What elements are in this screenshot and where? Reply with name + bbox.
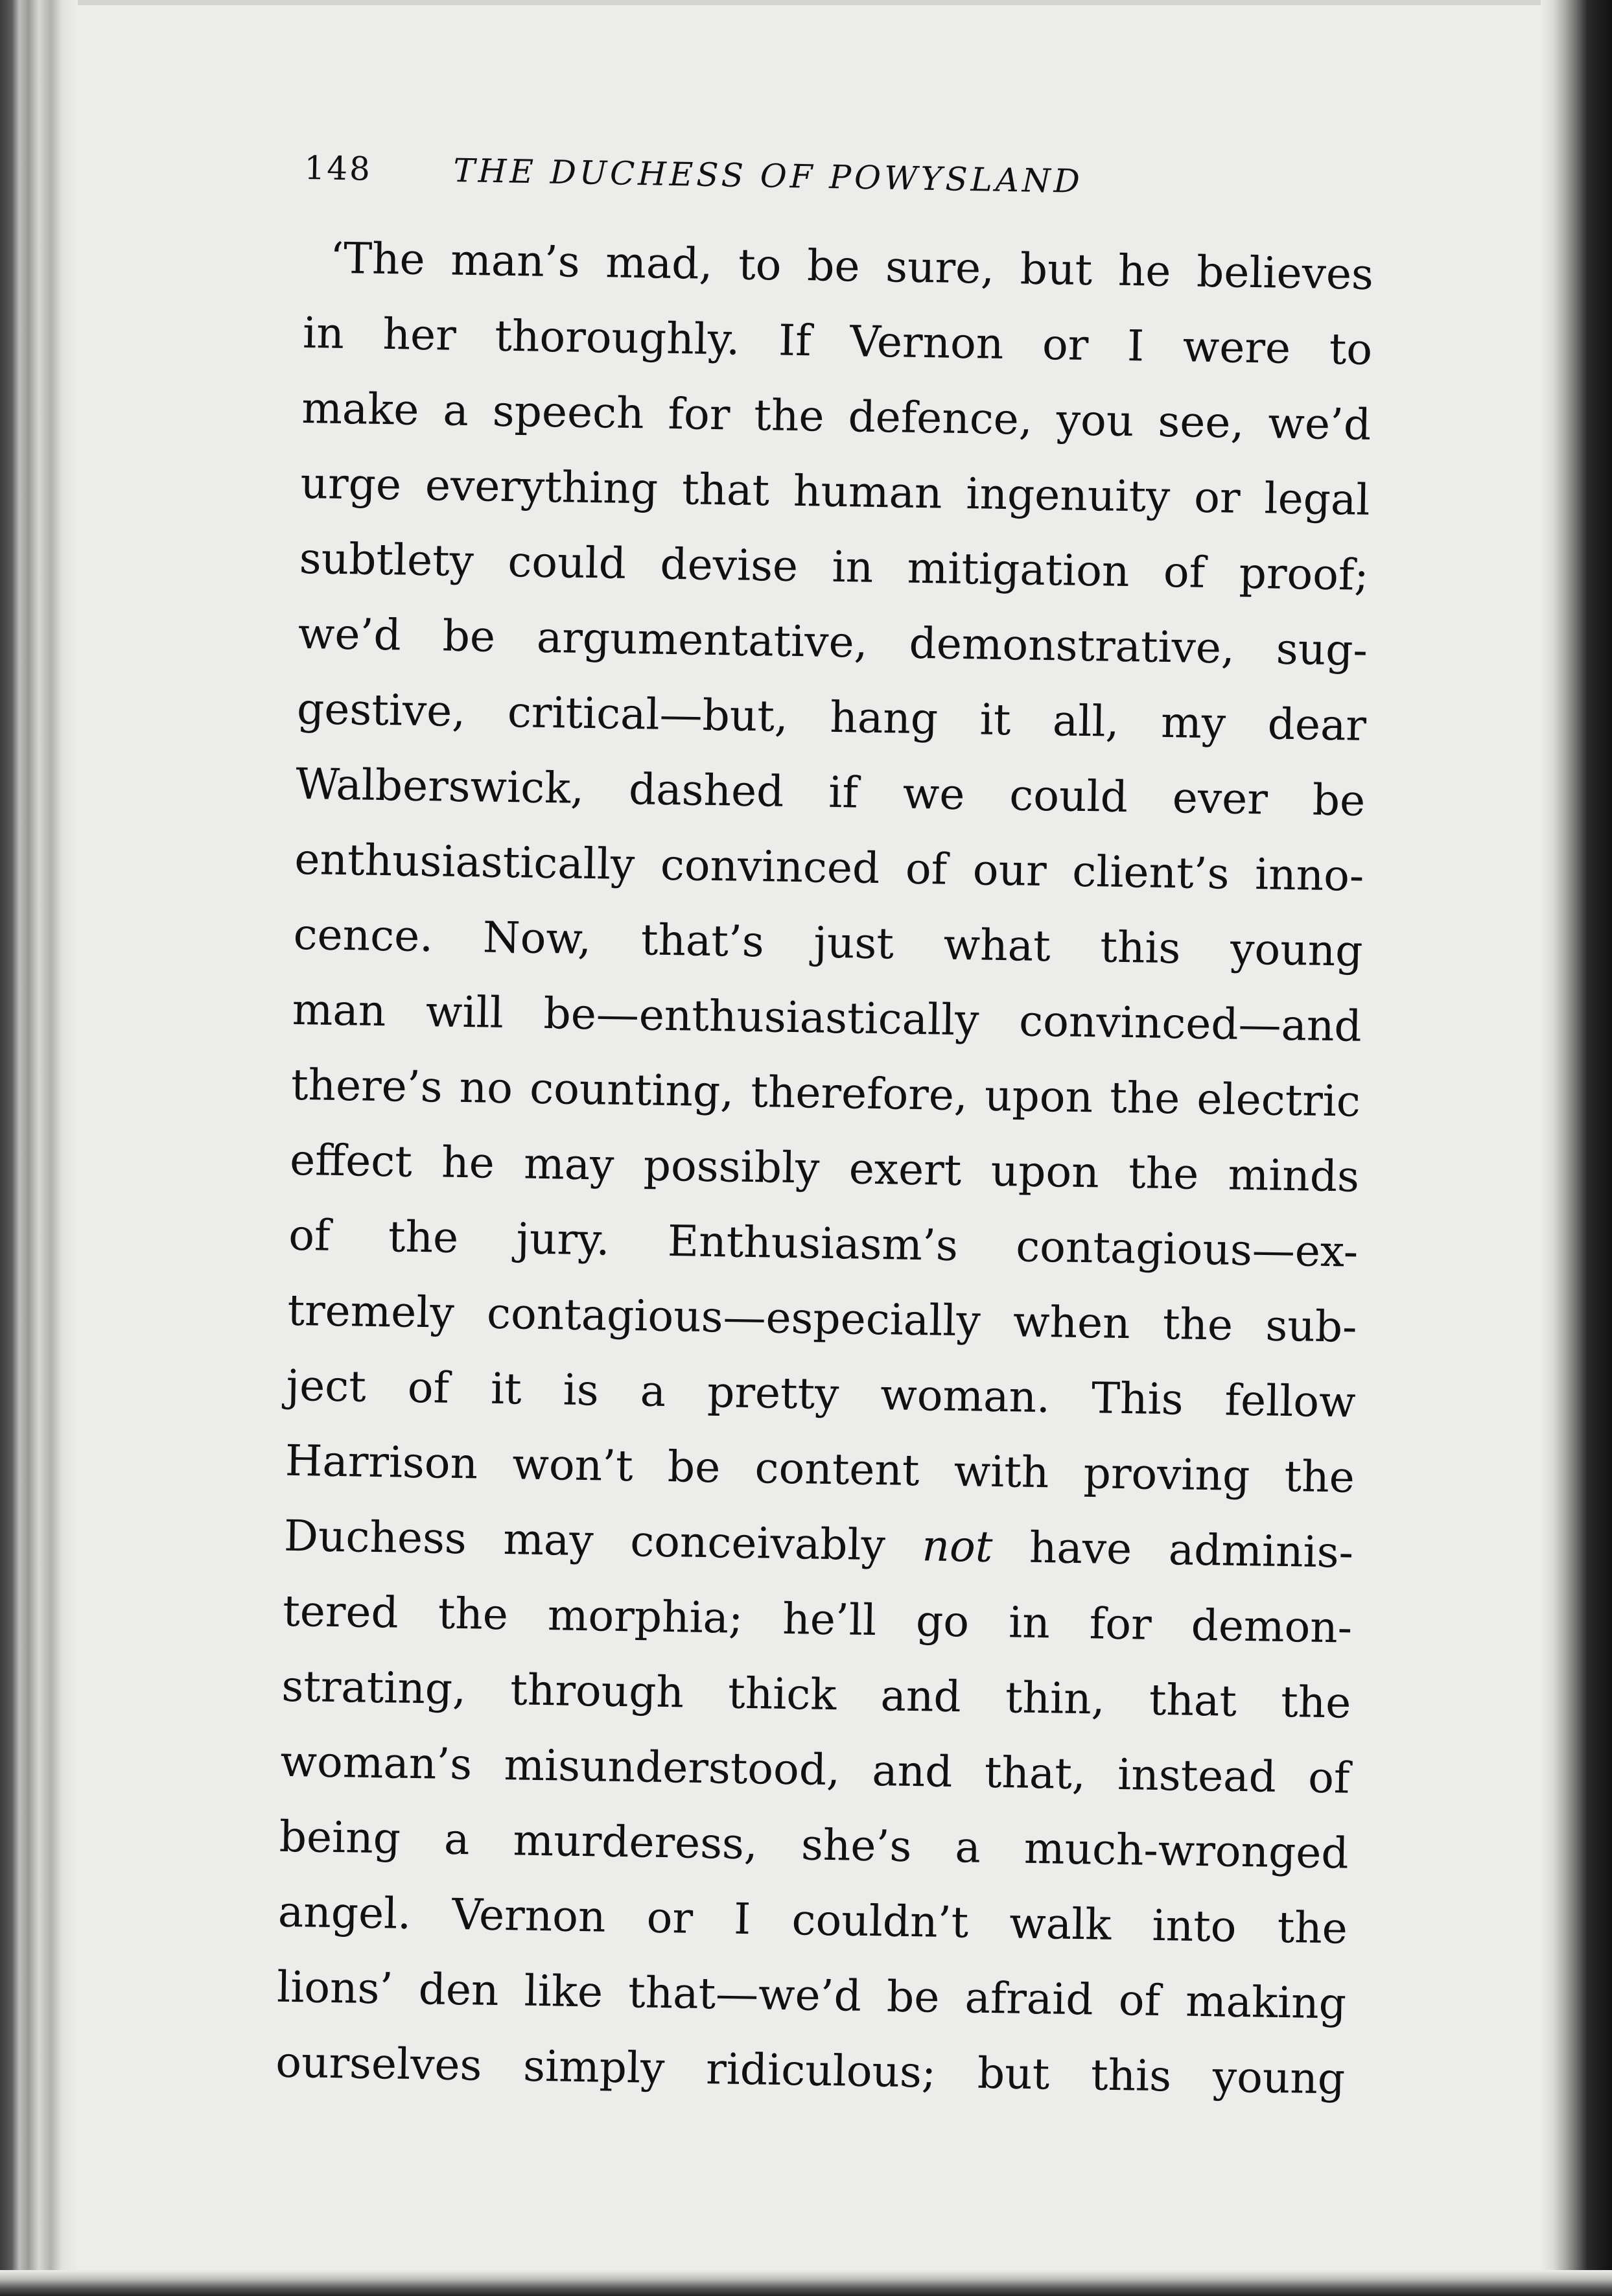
line-text: there’s no counting, therefore, upon the electric <box>290 1059 1361 1127</box>
running-title: THE DUCHESS OF POWYSLAND <box>452 152 1084 200</box>
line-text: effect he may possibly exert upon the minds <box>289 1134 1360 1202</box>
line-text: ject of it is a pretty woman. This fellow <box>286 1360 1357 1427</box>
page-number: 148 <box>303 149 373 188</box>
line-text: ourselves simply ridiculous; but this young <box>275 2037 1346 2104</box>
line-text: strating, through thick and thin, that the <box>281 1661 1351 1728</box>
line-text: woman’s misunderstood, and that, instead of <box>280 1736 1351 1803</box>
line-text: have adminis- <box>1029 1522 1354 1578</box>
line-text: gestive, critical—but, hang it all, my dear <box>296 683 1367 751</box>
line-text: cence. Now, that’s just what this young <box>293 909 1364 976</box>
body-text <box>275 220 1373 2117</box>
page-top-edge <box>0 0 1612 5</box>
line-text: in her thoroughly. If Vernon or I were to <box>302 307 1373 375</box>
line-text: angel. Vernon or I couldn’t walk into the <box>277 1886 1348 1954</box>
line-text: Duchess may conceivably <box>283 1510 886 1571</box>
line-text: tered the morphia; he’ll go in for demon- <box>282 1586 1353 1653</box>
line-text: tremely contagious—especially when the sub- <box>286 1285 1357 1352</box>
line-text: subtlety could devise in mitigation of proof; <box>299 533 1370 600</box>
line-text: Harrison won’t be content with proving the <box>285 1435 1355 1503</box>
line-text: make a speech for the defence, you see, we’d <box>301 382 1372 450</box>
line-text: being a murderess, she’s a much-wronged <box>279 1811 1349 1879</box>
line-text: of the jury. Enthusiasm’s contagious—ex- <box>288 1210 1359 1277</box>
page-right-edge <box>1541 0 1612 2296</box>
line-text: enthusiastically convinced of our client’s inno- <box>294 834 1364 901</box>
line-text: we’d be argumentative, demonstrative, sug- <box>298 608 1368 675</box>
line-text: Walberswick, dashed if we could ever be <box>295 758 1366 826</box>
page-bottom-edge <box>0 2270 1612 2296</box>
line-text: ‘The man’s mad, to be sure, but he believes <box>329 233 1374 299</box>
line-text: man will be—enthusiastically convinced—and <box>292 984 1362 1051</box>
line-text: urge everything that human ingenuity or legal <box>300 458 1371 525</box>
binding-left-edge <box>0 0 78 2296</box>
line-text: lions’ den like that—we’d be afraid of making <box>276 1962 1347 2029</box>
italic-emphasis: not <box>921 1521 993 1572</box>
book-page <box>275 149 1374 2172</box>
text-line <box>275 2025 1346 2117</box>
